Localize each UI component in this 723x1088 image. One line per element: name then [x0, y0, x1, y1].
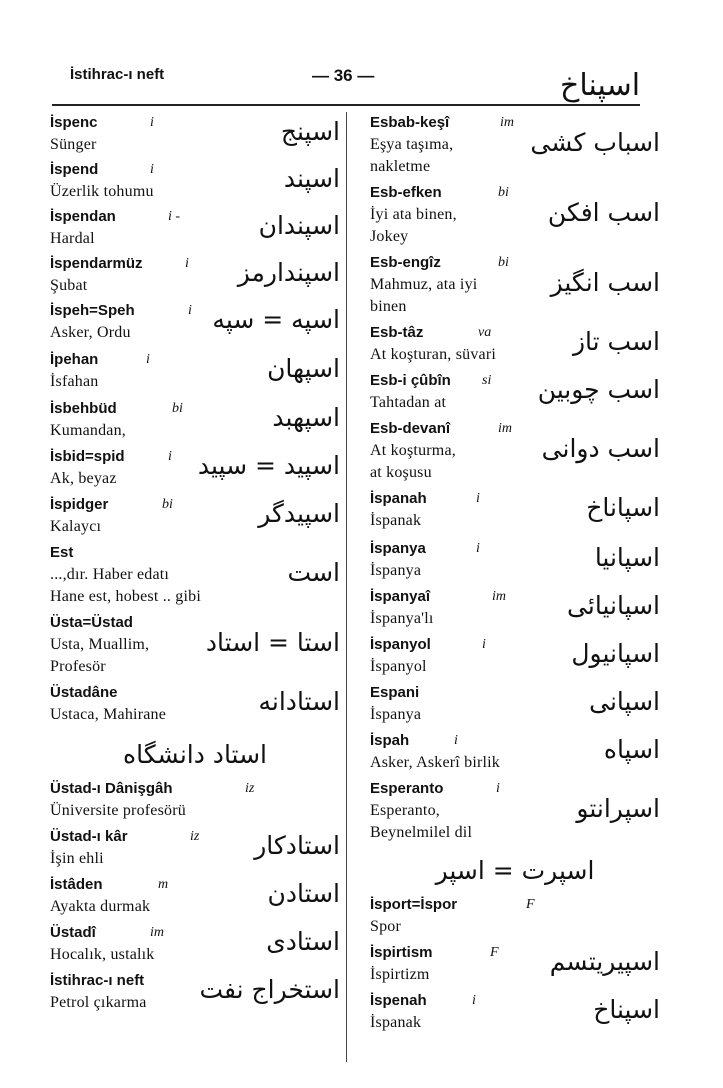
headword: İsport=İspor: [370, 896, 458, 913]
definition: İspanya: [370, 706, 422, 723]
definition: İyi ata binen,: [370, 206, 457, 223]
arabic-term: اسپندارمز: [237, 258, 340, 287]
grammar-label: F: [526, 897, 535, 912]
headword: Esperanto: [370, 780, 444, 797]
arabic-term: اسباب کشی: [530, 128, 660, 157]
headword: İspanya: [370, 540, 426, 557]
definition: Eşya taşıma,: [370, 136, 454, 153]
arabic-term: اسب انگیز: [550, 268, 660, 297]
definition: Asker, Askerî birlik: [370, 754, 501, 771]
grammar-label: im: [500, 115, 514, 130]
dictionary-entry: [50, 112, 340, 156]
definition: Petrol çıkarma: [50, 994, 147, 1011]
arabic-term: اسپاه: [603, 735, 660, 764]
headword: İstihrac-ı neft: [50, 972, 145, 989]
grammar-label: bi: [162, 497, 173, 512]
definition: İspanya: [370, 562, 422, 579]
headword: Esb-devanî: [370, 420, 451, 437]
definition: Profesör: [50, 658, 106, 675]
definition: Usta, Muallim,: [50, 636, 150, 653]
dictionary-entry: [370, 942, 660, 986]
arabic-running-head: اسپناخ: [560, 68, 641, 103]
dictionary-entry: [50, 922, 340, 966]
arabic-term: اسپید = سپید: [197, 451, 340, 480]
definition: Sünger: [50, 136, 97, 153]
arabic-term: اسپهبد: [272, 403, 340, 432]
definition: Hane est, hobest .. gibi: [50, 588, 201, 605]
headword: İspirtism: [370, 944, 433, 961]
arabic-term: اسپانی: [589, 687, 660, 716]
arabic-term: استادانه: [258, 687, 340, 716]
dictionary-entry: [50, 349, 340, 393]
left-column: [50, 112, 340, 1018]
headword: Esb-engîz: [370, 254, 441, 271]
definition: Esperanto,: [370, 802, 440, 819]
headword: İspanyol: [370, 636, 431, 653]
dictionary-entry: [370, 182, 660, 248]
definition: İşin ehli: [50, 850, 104, 867]
dictionary-entry: [50, 398, 340, 442]
dictionary-entry: [50, 778, 340, 822]
definition: Üzerlik tohumu: [50, 183, 154, 200]
arabic-term: استخراج نفت: [199, 975, 340, 1004]
grammar-label: i: [168, 449, 172, 464]
grammar-label: bi: [172, 401, 183, 416]
definition: Şubat: [50, 277, 88, 294]
definition: Asker, Ordu: [50, 324, 131, 341]
dictionary-entry: [370, 778, 660, 844]
dictionary-entry: [50, 612, 340, 678]
definition: Hocalık, ustalık: [50, 946, 155, 963]
grammar-label: i -: [168, 209, 181, 224]
definition: Ayakta durmak: [50, 898, 151, 915]
dictionary-entry: [50, 300, 340, 344]
definition: Kalaycı: [50, 518, 102, 535]
definition: Spor: [370, 918, 402, 935]
grammar-label: F: [490, 945, 499, 960]
dictionary-entry: [370, 634, 660, 678]
dictionary-entry: [370, 848, 660, 894]
grammar-label: i: [150, 162, 154, 177]
headword: İspenc: [50, 114, 98, 131]
grammar-label: im: [492, 589, 506, 604]
running-head: İstihrac-ı neft: [70, 66, 165, 83]
headword: İspanah: [370, 490, 427, 507]
arabic-term: استادن: [267, 879, 340, 908]
headword: Üsta=Üstad: [50, 614, 133, 631]
arabic-term: استا = استاد: [205, 628, 340, 657]
headword: İsbid=spid: [50, 448, 125, 465]
definition: At koşturan, süvari: [370, 346, 497, 363]
grammar-label: i: [476, 491, 480, 506]
grammar-label: si: [482, 373, 492, 388]
right-column: [370, 112, 660, 1038]
grammar-label: va: [478, 325, 492, 340]
dictionary-entry: [50, 542, 340, 608]
dictionary-entry: [50, 732, 340, 778]
headword: İspendarmüz: [50, 255, 143, 272]
arabic-compound: اسپرت = اسپر: [435, 856, 595, 885]
dictionary-entry: [370, 682, 660, 726]
definition: Jokey: [370, 228, 409, 245]
grammar-label: i: [146, 352, 150, 367]
dictionary-entry: [370, 252, 660, 318]
grammar-label: im: [150, 925, 164, 940]
grammar-label: bi: [498, 185, 509, 200]
definition: At koşturma,: [370, 442, 456, 459]
headword: Üstad-ı Dânişgâh: [50, 780, 173, 797]
definition: Mahmuz, ata iyi: [370, 276, 478, 293]
headword: Esb-i çûbîn: [370, 372, 451, 389]
grammar-label: i: [476, 541, 480, 556]
arabic-term: اسپیدگر: [258, 499, 340, 528]
arabic-term: اسپیریتسم: [549, 947, 660, 976]
arabic-term: است: [287, 558, 340, 587]
arabic-term: اسب چوبین: [537, 375, 660, 404]
definition: Ak, beyaz: [50, 470, 117, 487]
dictionary-entry: [370, 370, 660, 414]
arabic-term: اسپانیول: [571, 639, 660, 668]
headword: Üstadâne: [50, 684, 118, 701]
arabic-term: اسپانیائی: [567, 591, 660, 620]
dictionary-entry: [50, 970, 340, 1014]
arabic-term: اسپهان: [267, 354, 340, 383]
headword: İspenah: [370, 992, 427, 1009]
grammar-label: i: [472, 993, 476, 1008]
grammar-label: iz: [190, 829, 200, 844]
grammar-label: im: [498, 421, 512, 436]
definition: İspirtizm: [370, 966, 430, 983]
headword: Esb-tâz: [370, 324, 424, 341]
grammar-label: i: [482, 637, 486, 652]
grammar-label: bi: [498, 255, 509, 270]
arabic-term: اسب تاز: [572, 327, 660, 356]
definition: Hardal: [50, 230, 95, 247]
dictionary-entry: [370, 990, 660, 1034]
headword: Esb-efken: [370, 184, 442, 201]
definition: Ustaca, Mahirane: [50, 706, 167, 723]
dictionary-entry: [50, 494, 340, 538]
dictionary-entry: [370, 894, 660, 938]
headword: İspidger: [50, 496, 109, 513]
definition: nakletme: [370, 158, 431, 175]
dictionary-entry: [50, 682, 340, 726]
arabic-term: اسپرانتو: [576, 794, 660, 823]
page-number: — 36 —: [312, 66, 375, 85]
dictionary-entry: [50, 446, 340, 490]
grammar-label: i: [185, 256, 189, 271]
arabic-term: استادی: [266, 927, 340, 956]
definition: İspanak: [370, 1014, 422, 1031]
grammar-label: m: [158, 877, 169, 892]
arabic-term: استادکار: [254, 831, 340, 860]
headword: İspend: [50, 161, 99, 178]
dictionary-entry: [370, 538, 660, 582]
definition: İsfahan: [50, 373, 99, 390]
dictionary-entry: [50, 206, 340, 250]
arabic-term: اسپانیا: [594, 543, 660, 572]
grammar-label: i: [188, 303, 192, 318]
dictionary-entry: [370, 418, 660, 484]
arabic-term: اسب افکن: [547, 198, 660, 227]
headword: İspah: [370, 732, 410, 749]
column-divider: [346, 112, 347, 1062]
headword: İsbehbüd: [50, 400, 117, 417]
arabic-term: اسپنج: [280, 117, 340, 146]
definition: İspanya'lı: [370, 610, 434, 627]
definition: Üniversite profesörü: [50, 802, 186, 819]
headword: Espani: [370, 684, 420, 701]
dictionary-entry: [370, 488, 660, 532]
dictionary-entry: [50, 826, 340, 870]
header-divider: [52, 104, 640, 106]
dictionary-entry: [50, 159, 340, 203]
grammar-label: i: [454, 733, 458, 748]
headword: Üstad-ı kâr: [50, 828, 128, 845]
page-header: [0, 0, 723, 110]
dictionary-entry: [370, 112, 660, 178]
dictionary-entry: [50, 874, 340, 918]
headword: Esbab-keşî: [370, 114, 450, 131]
headword: İspendan: [50, 208, 116, 225]
headword: İspeh=Speh: [50, 302, 135, 319]
headword: İstâden: [50, 876, 103, 893]
dictionary-entry: [50, 253, 340, 297]
arabic-term: اسپناخ: [593, 995, 660, 1024]
definition: Beynelmilel dil: [370, 824, 473, 841]
headword: Est: [50, 544, 74, 561]
arabic-compound: استاد دانشگاه: [123, 740, 267, 769]
arabic-term: اسپندان: [258, 211, 340, 240]
headword: İpehan: [50, 351, 99, 368]
definition: at koşusu: [370, 464, 432, 481]
definition: Kumandan,: [50, 422, 127, 439]
definition: İspanak: [370, 512, 422, 529]
grammar-label: iz: [245, 781, 255, 796]
definition: Tahtadan at: [370, 394, 447, 411]
grammar-label: i: [496, 781, 500, 796]
arabic-term: اسپند: [283, 164, 340, 193]
dictionary-entry: [370, 586, 660, 630]
grammar-label: i: [150, 115, 154, 130]
headword: Üstadî: [50, 924, 96, 941]
dictionary-entry: [370, 322, 660, 366]
definition: İspanyol: [370, 658, 427, 675]
arabic-term: اسپه = سپه: [212, 305, 340, 334]
arabic-term: اسب دوانی: [541, 434, 660, 463]
definition: ...,dır. Haber edatı: [50, 566, 170, 583]
arabic-term: اسپاناخ: [586, 493, 660, 522]
headword: İspanyaî: [370, 588, 431, 605]
dictionary-entry: [370, 730, 660, 774]
definition: binen: [370, 298, 407, 315]
